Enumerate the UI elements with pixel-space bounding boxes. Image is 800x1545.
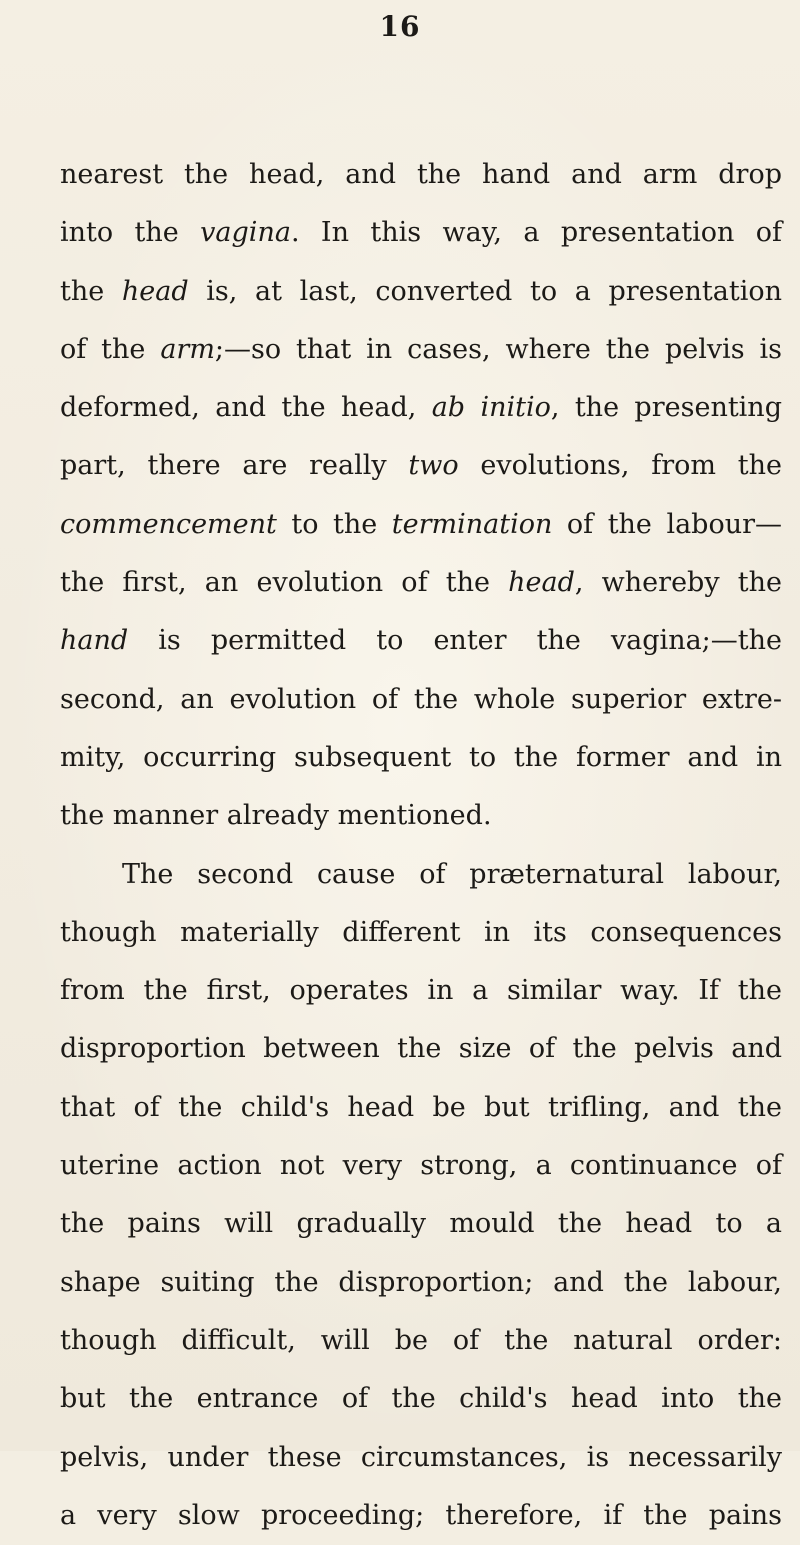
text-line [60,612,782,670]
text-line [60,1429,782,1487]
italic-text: ab initio [431,392,551,424]
text-line [60,1312,782,1370]
page-number: 16 [379,10,421,43]
text-line [60,962,782,1020]
italic-text: head [121,275,189,307]
text-line [60,1370,782,1428]
text-segment: deformed, and the head, [60,392,432,424]
text-line [60,204,782,262]
text-line [60,1137,782,1195]
text-segment: , whereby the [574,567,782,599]
text-segment: the first, an evolution of the [60,567,509,599]
italic-text: two [408,450,459,482]
text-line [60,496,782,554]
italic-text: arm [160,333,215,365]
italic-text: head [508,567,575,599]
text-segment: of the labour— [552,508,783,540]
text-segment: ;—so that in cases, where the pelvis is [214,333,782,365]
text-line [60,787,782,845]
text-segment: the pains will gradually mould the head to a [60,1208,782,1240]
text-line [60,1254,782,1312]
italic-text: commencement [60,508,277,540]
text-segment: a very slow proceeding; therefore, if the pains [60,1499,782,1531]
text-segment: to the [276,508,392,540]
text-segment: . In this way, a presentation of [290,217,783,249]
text-segment: evolutions, from the [458,450,782,482]
text-segment: is, at last, converted to a presentation [188,275,782,307]
text-line [60,1020,782,1078]
text-segment: but the entrance of the child's head into the [60,1383,782,1415]
text-segment: second, an evolution of the whole superior extre- [60,683,782,715]
text-line [60,263,782,321]
text-line [60,554,782,612]
body-text [60,146,782,1545]
italic-text: termination [391,508,553,540]
text-line [60,846,782,904]
text-segment: the manner already mentioned. [60,800,492,832]
text-line [60,146,782,204]
italic-text: vagina [200,217,291,249]
text-line [60,437,782,495]
text-line [60,671,782,729]
text-segment: into the [60,217,201,249]
text-segment: the [60,275,122,307]
text-segment: from the first, operates in a similar way. If the [60,975,782,1007]
text-segment: though materially different in its consequences [60,916,782,948]
text-line [60,379,782,437]
text-segment: disproportion between the size of the pelvis and [60,1033,782,1065]
text-segment: mity, occurring subsequent to the former and in [60,741,782,773]
text-line [60,1195,782,1253]
text-segment: though difficult, will be of the natural order: [60,1324,782,1356]
text-segment: of the [60,333,161,365]
text-segment: pelvis, under these circumstances, is necessarily [60,1441,782,1473]
text-segment: that of the child's head be but trifling, and the [60,1091,782,1123]
text-line [60,729,782,787]
text-segment: is permitted to enter the vagina;—the [128,625,782,657]
text-segment: The second cause of præternatural labour, [122,858,782,890]
text-line [60,1487,782,1545]
text-line [60,904,782,962]
italic-text: hand [60,625,129,657]
text-line [60,321,782,379]
text-line [60,1079,782,1137]
text-segment: nearest the head, and the hand and arm drop [60,159,782,190]
text-segment: shape suiting the disproportion; and the labour, [60,1266,782,1298]
text-segment: uterine action not very strong, a continuance of [60,1150,782,1182]
text-segment: part, there are really [60,450,409,482]
text-segment: , the presenting [550,392,782,424]
